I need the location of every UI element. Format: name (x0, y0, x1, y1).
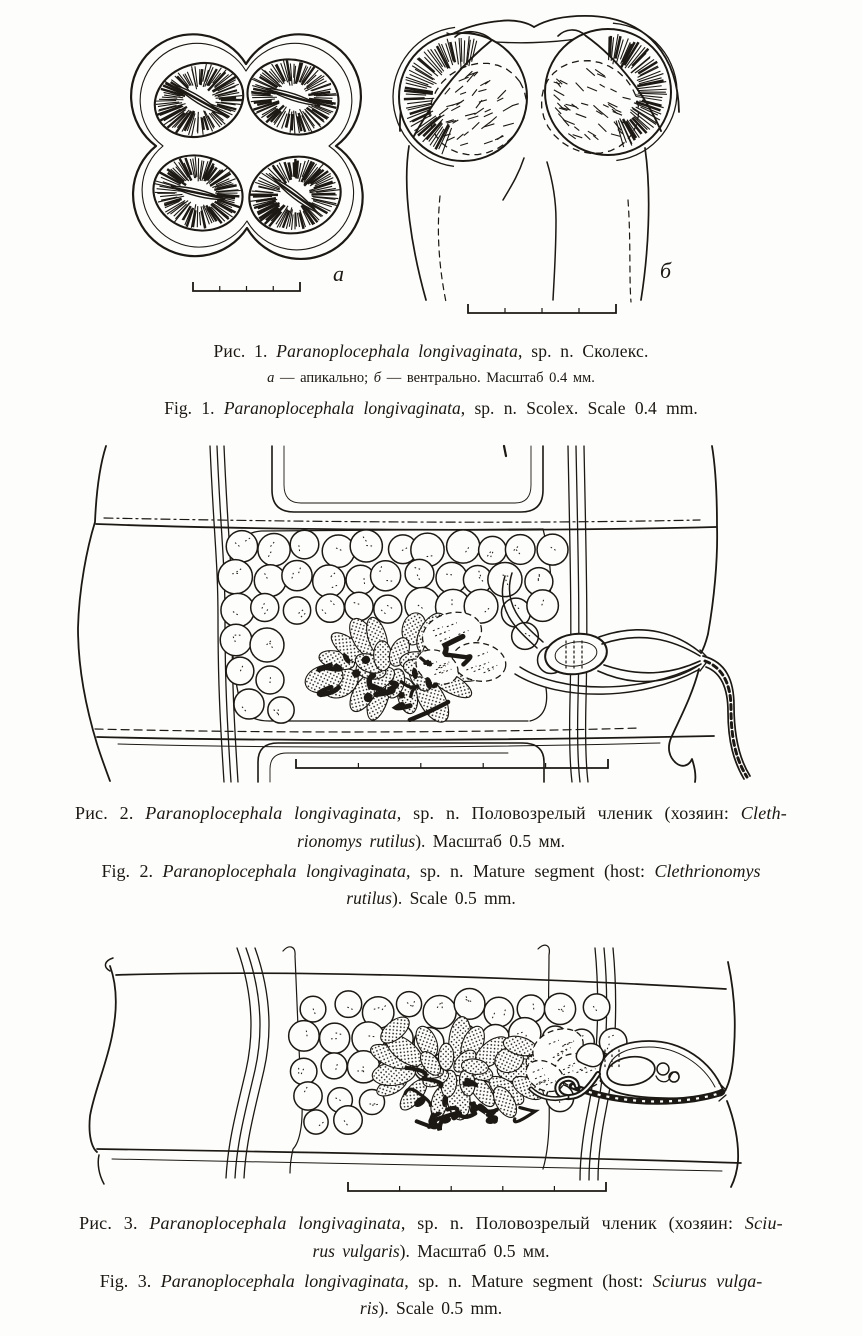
scale-bar-apical (193, 282, 300, 291)
mature-segment-drawing-squirrel-host (89, 945, 741, 1187)
scolex-apical-view-drawing (131, 34, 363, 259)
scale-bar-figure3 (348, 1182, 606, 1191)
figure2-caption-english-line2: rutilus). Scale 0.5 mm. (346, 888, 516, 909)
scale-bar-figure2 (296, 759, 608, 768)
figure1-scolex-illustration (0, 0, 862, 340)
scale-bar-ventral (468, 304, 616, 313)
figure3-caption-russian-line1: Рис. 3. Paranoplocephala longivaginata, sp. n. Половозрелый членик (хозяин: Sciu- (79, 1213, 783, 1233)
figure2-caption-russian-line2: rionomys rutilus). Масштаб 0.5 мм. (296, 831, 566, 852)
figure1-caption-russian: Рис. 1. Paranoplocephala longivaginata, sp. n. Сколекс. (213, 341, 649, 361)
scolex-ventral-view-drawing (393, 16, 679, 302)
figure3-caption (0, 1213, 862, 1319)
figure3-mature-segment-illustration (0, 928, 862, 1204)
figure1-panel-a-label: а (333, 261, 344, 286)
figure1-caption-english: Fig. 1. Paranoplocephala longivaginata, sp. n. Scolex. Scale 0.4 mm. (164, 397, 698, 418)
figure1-panel-b-label: б (660, 258, 672, 283)
figure1-caption-note: а — апикально; б — вентрально. Масштаб 0.4 мм. (267, 369, 595, 386)
figure3-caption-russian-line2: rus vulgaris). Масштаб 0.5 мм. (312, 1241, 550, 1262)
figure1-caption (0, 341, 862, 418)
figure3-caption-english-line1: Fig. 3. Paranoplocephala longivaginata, sp. n. Mature segment (host: Sciurus vulga- (99, 1270, 763, 1291)
figure2-caption-english-line1: Fig. 2. Paranoplocephala longivaginata, sp. n. Mature segment (host: Clethrionomys (101, 860, 761, 881)
mature-segment-drawing (78, 446, 750, 782)
figure2-caption (0, 803, 862, 909)
figure2-mature-segment-illustration (0, 425, 862, 797)
figure2-caption-russian-line1: Рис. 2. Paranoplocephala longivaginata, sp. n. Половозрелый членик (хозяин: Cleth- (75, 803, 787, 823)
figure3-caption-english-line2: ris). Scale 0.5 mm. (359, 1298, 503, 1319)
